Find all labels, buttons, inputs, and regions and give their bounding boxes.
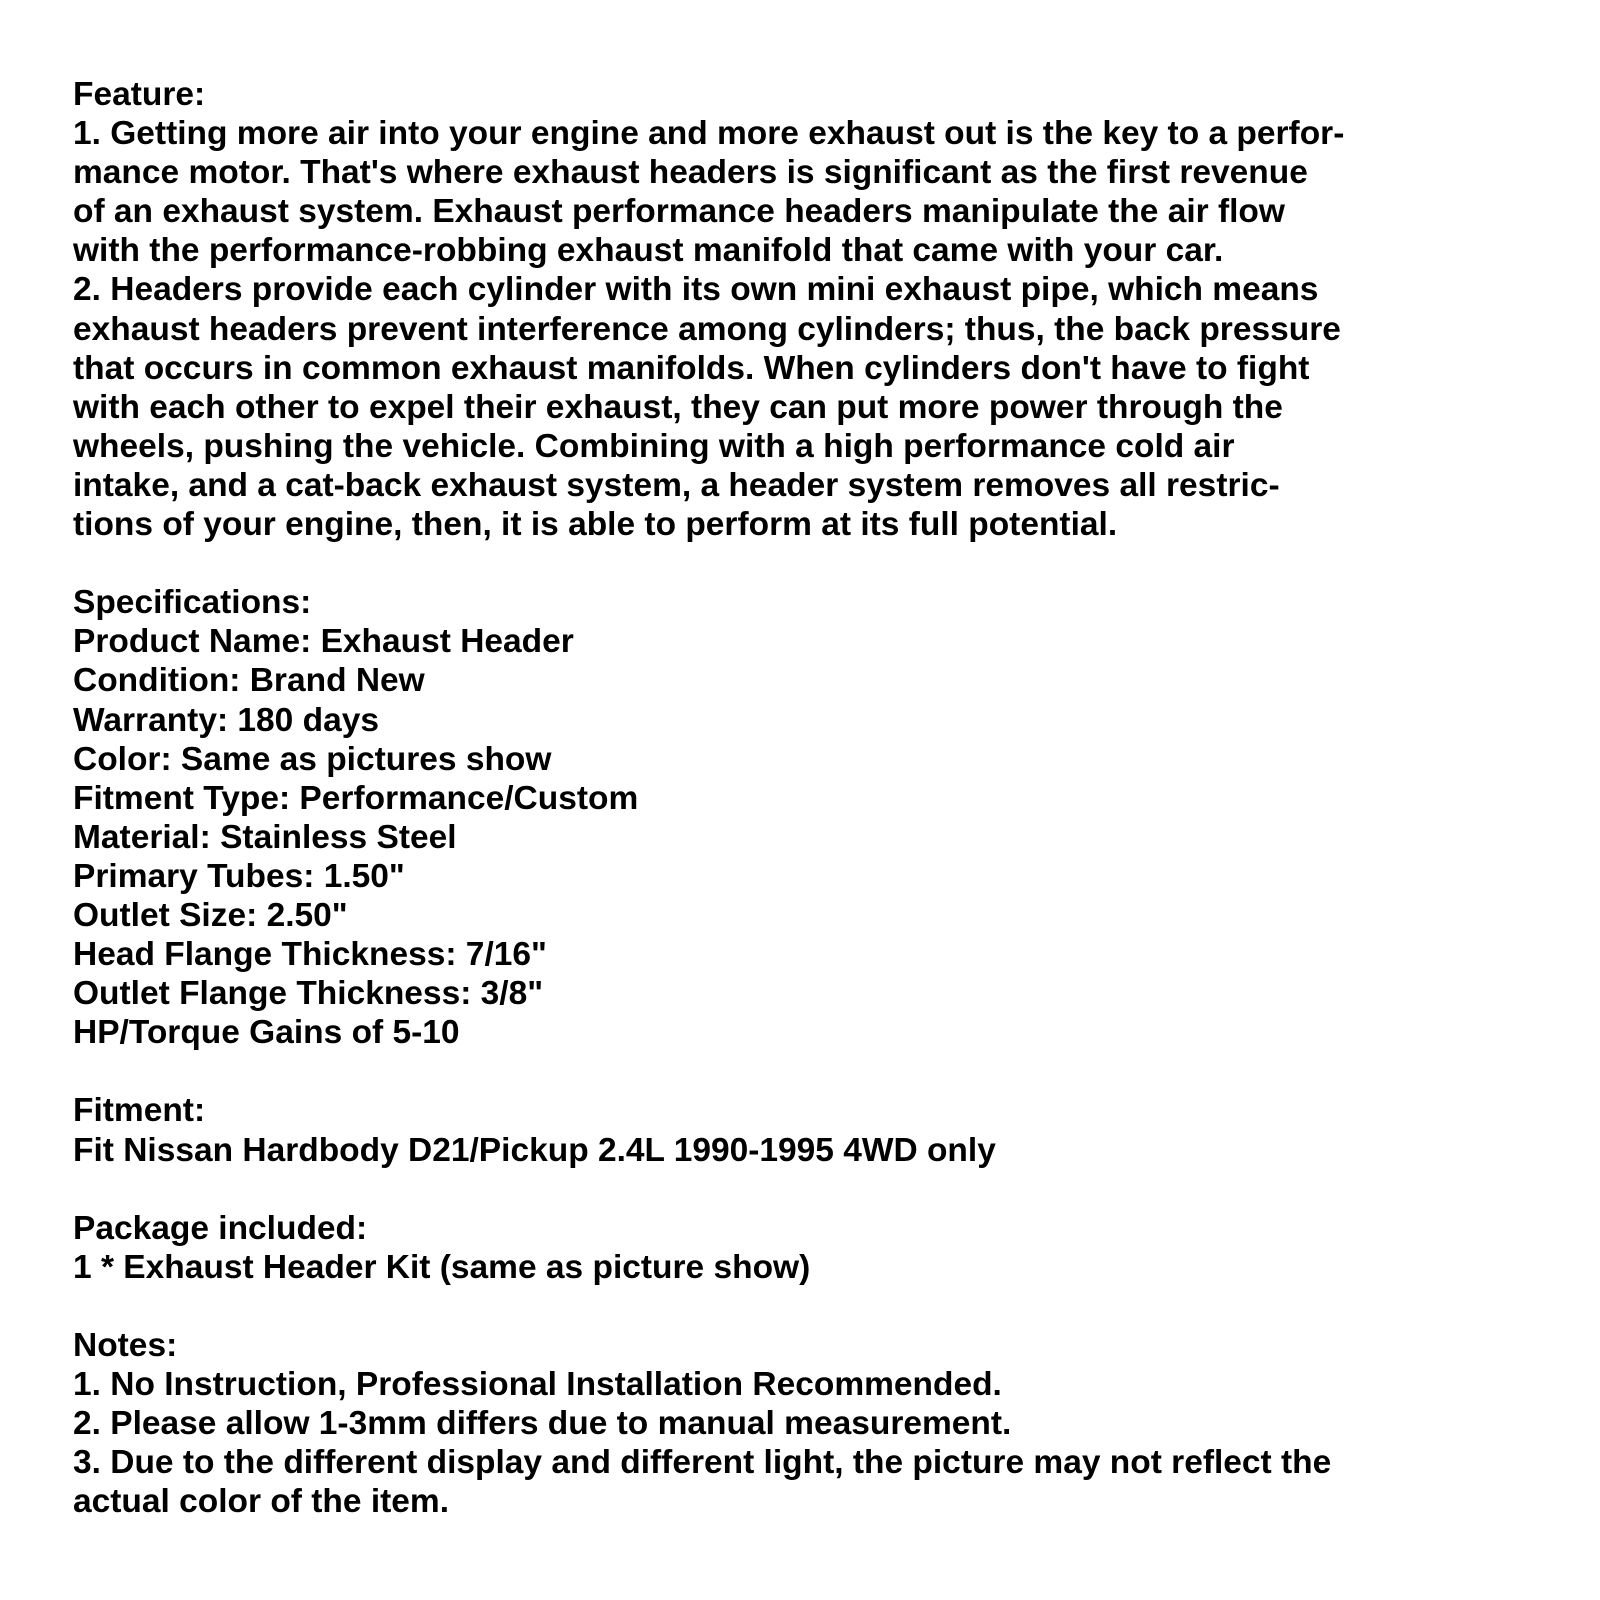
feature-line: 1. Getting more air into your engine and more exhaust out is the key to a perfor- [73,115,1345,153]
feature-line: intake, and a cat-back exhaust system, a header system removes all restric- [73,466,1280,504]
notes-section [73,1326,1543,1521]
package-heading: Package included: [73,1209,368,1247]
fitment-line: Fit Nissan Hardbody D21/Pickup 2.4L 1990-1995 4WD only [73,1131,996,1169]
section-spacer [73,544,1543,583]
spec-fitment-type: Fitment Type: Performance/Custom [73,779,639,817]
notes-line: 3. Due to the different display and different light, the picture may not reflect the [73,1444,1332,1482]
feature-line: exhaust headers prevent interference among cylinders; thus, the back pressure [73,310,1341,348]
feature-line: with each other to expel their exhaust, they can put more power through the [73,388,1283,426]
feature-line: wheels, pushing the vehicle. Combining with a high performance cold air [73,427,1235,465]
feature-line: 2. Headers provide each cylinder with its own mini exhaust pipe, which means [73,271,1319,309]
feature-heading: Feature: [73,76,206,113]
specifications-heading: Specifications: [73,584,312,622]
spec-product-name: Product Name: Exhaust Header [73,623,574,661]
notes-line: actual color of the item. [73,1483,450,1521]
feature-section [73,75,1543,544]
specifications-section [73,583,1543,1052]
feature-line: with the performance-robbing exhaust manifold that came with your car. [73,232,1224,270]
spec-primary-tubes: Primary Tubes: 1.50" [73,857,405,895]
fitment-section [73,1091,1543,1169]
notes-line: 2. Please allow 1-3mm differs due to manual measurement. [73,1405,1012,1443]
spec-hp-torque-gains: HP/Torque Gains of 5-10 [73,1014,460,1052]
package-section [73,1209,1543,1287]
feature-line: of an exhaust system. Exhaust performance headers manipulate the air flow [73,193,1285,231]
spec-outlet-size: Outlet Size: 2.50" [73,896,348,934]
spec-outlet-flange-thickness: Outlet Flange Thickness: 3/8" [73,975,544,1013]
section-spacer [73,1170,1543,1209]
spec-warranty: Warranty: 180 days [73,701,379,739]
feature-line: mance motor. That's where exhaust headers is significant as the first revenue [73,154,1308,192]
spec-material: Material: Stainless Steel [73,818,457,856]
spec-color: Color: Same as pictures show [73,740,552,778]
spec-head-flange-thickness: Head Flange Thickness: 7/16" [73,936,547,974]
feature-line: tions of your engine, then, it is able to perform at its full potential. [73,506,1118,544]
notes-line: 1. No Instruction, Professional Installation Recommended. [73,1366,1002,1404]
product-description [73,75,1543,1521]
spec-condition: Condition: Brand New [73,662,425,700]
notes-heading: Notes: [73,1327,178,1364]
package-line: 1 * Exhaust Header Kit (same as picture show) [73,1248,811,1286]
feature-line: that occurs in common exhaust manifolds. When cylinders don't have to fight [73,349,1310,387]
section-spacer [73,1052,1543,1091]
section-spacer [73,1287,1543,1326]
fitment-heading: Fitment: [73,1092,206,1130]
